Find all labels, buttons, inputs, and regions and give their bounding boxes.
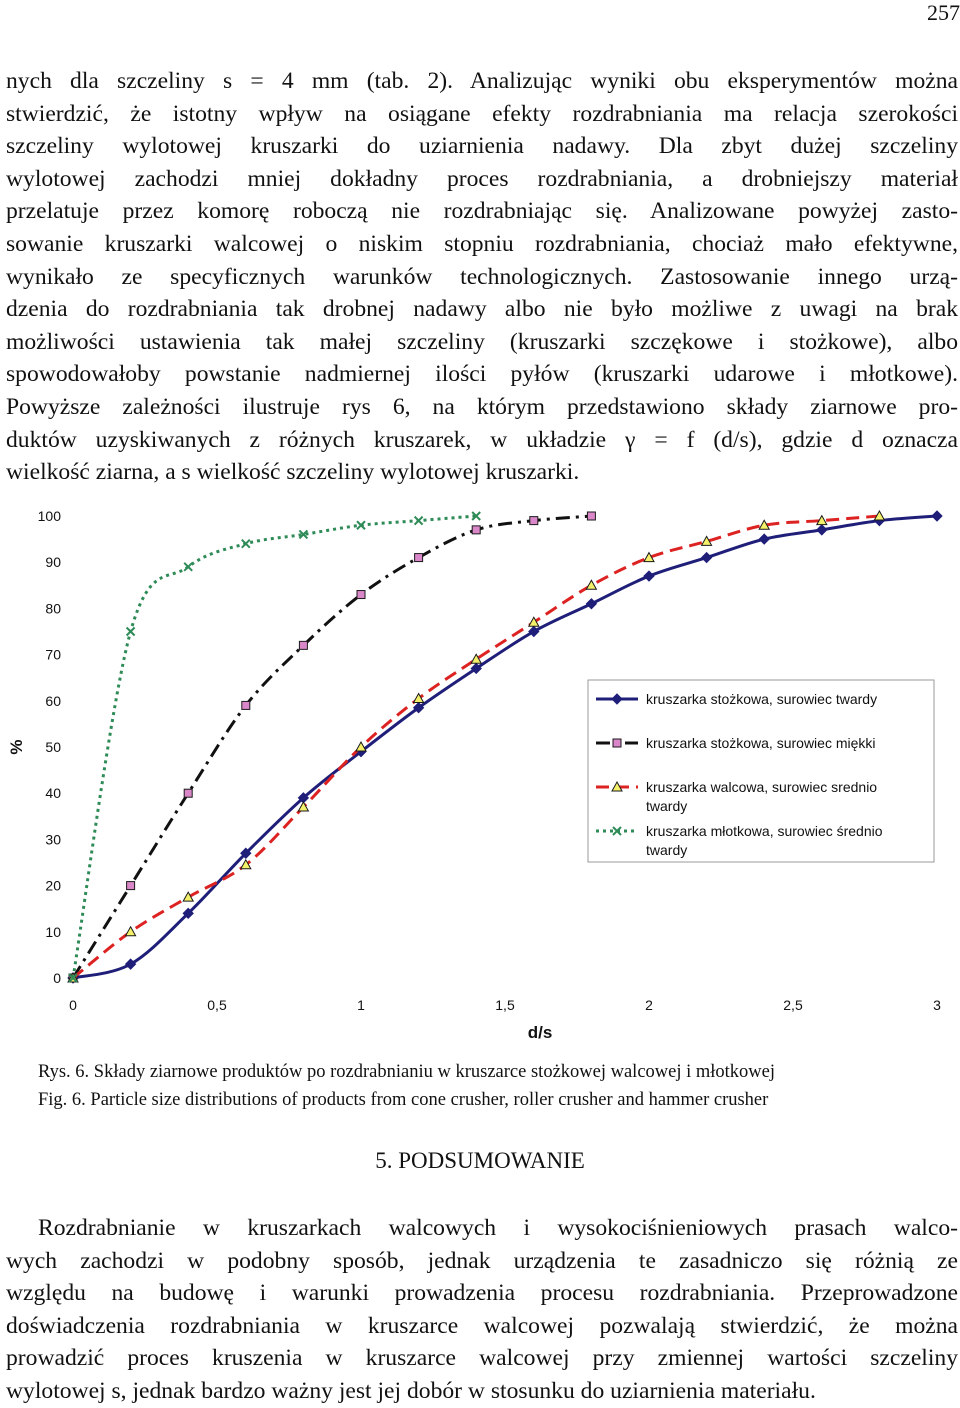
x-tick-label: 1 bbox=[357, 997, 365, 1013]
data-point bbox=[356, 742, 366, 751]
y-tick-label: 40 bbox=[45, 785, 61, 802]
data-point bbox=[586, 599, 596, 609]
text-line: nych dla szczeliny s = 4 mm (tab. 2). Analizując wyniki obu eksperymentów można bbox=[6, 68, 958, 94]
data-point bbox=[184, 563, 192, 571]
text-line: wych zachodzi w podobny sposób, jednak urządzenia te zasadniczo się różnią ze bbox=[6, 1247, 958, 1274]
particle-size-chart bbox=[0, 498, 960, 1058]
data-point bbox=[702, 553, 712, 563]
legend-label: kruszarka walcowa, surowiec srednio bbox=[646, 779, 878, 795]
y-tick-label: 50 bbox=[45, 739, 61, 755]
body-paragraph-2 bbox=[6, 1212, 958, 1408]
y-tick-label: 20 bbox=[45, 877, 61, 894]
x-tick-label: 0,5 bbox=[207, 997, 227, 1013]
figure-caption-polish: Rys. 6. Składy ziarnowe produktów po rozdrabnianiu w kruszarce stożkowej walcowej i młotkowej bbox=[38, 1062, 776, 1082]
y-tick-label: 0 bbox=[53, 970, 61, 986]
legend-label: kruszarka stożkowa, surowiec miękki bbox=[646, 735, 876, 751]
figure-caption-english: Fig. 6. Particle size distributions of products from cone crusher, roller crusher and hammer crusher bbox=[38, 1090, 769, 1110]
y-tick-label: 60 bbox=[45, 692, 61, 709]
text-line: wylotowej zachodzi mniej dokładny proces rozdrabniania, a drobniejszy materiał bbox=[6, 165, 958, 192]
text-line: wylotowej s, jednak bardzo ważny jest jej dobór w stosunku do uziarnienia materiału. bbox=[6, 1377, 816, 1404]
data-point bbox=[242, 701, 250, 709]
legend-marker bbox=[613, 739, 621, 747]
data-point bbox=[242, 540, 250, 548]
text-line: dzenia do rozdrabniania tak drobnej nadawy albo nie było możliwe z uwagi na brak bbox=[6, 296, 958, 323]
text-line: względu na budowę i warunki prowadzenia procesu rozdrabniania. Przeprowadzone bbox=[6, 1280, 958, 1307]
text-line: Rozdrabnianie w kruszarkach walcowych i wysokociśnieniowych prasach walco- bbox=[38, 1215, 958, 1241]
text-line: możliwości ustawienia tak małej szczeliny (kruszarki szczękowe i stożkowe), albo bbox=[6, 328, 958, 355]
data-point bbox=[817, 525, 827, 535]
text-line: Powyższe zależności ilustruje rys 6, na którym przedstawiono składy ziarnowe pro- bbox=[6, 393, 958, 420]
text-line: przelatuje przez komorę roboczą nie rozdrabniając się. Analizowane powyżej zasto- bbox=[6, 198, 958, 225]
x-tick-label: 2,5 bbox=[783, 997, 803, 1013]
text-line: prowadzić proces kruszenia w kruszarce walcowej przy zmiennej wartości szczeliny bbox=[6, 1345, 958, 1372]
data-point bbox=[184, 789, 192, 797]
data-point bbox=[415, 554, 423, 562]
data-point bbox=[932, 511, 942, 521]
text-line: wielkość ziarna, a s wielkość szczeliny wylotowej kruszarki. bbox=[6, 459, 580, 486]
text-line: doświadczenia rozdrabniania w kruszarce walcowej pozwalają stwierdzić, że można bbox=[6, 1312, 958, 1339]
legend-label: kruszarka stożkowa, surowiec twardy bbox=[646, 691, 878, 707]
data-point bbox=[759, 534, 769, 544]
data-point bbox=[126, 927, 136, 936]
data-point bbox=[587, 512, 595, 520]
y-tick-label: 10 bbox=[45, 923, 61, 940]
data-point bbox=[530, 517, 538, 525]
page-number: 257 bbox=[927, 0, 960, 25]
data-point bbox=[644, 571, 654, 581]
legend-label: kruszarka młotkowa, surowiec średnio bbox=[646, 823, 883, 839]
y-axis-title: % bbox=[7, 739, 26, 755]
data-point bbox=[299, 641, 307, 649]
data-point bbox=[127, 628, 135, 636]
text-line: sowanie kruszarki walcowej o niskim stopniu rozdrabniania, chociaż mało efektywne, bbox=[6, 230, 958, 257]
series-line-4 bbox=[73, 516, 476, 978]
y-tick-label: 90 bbox=[45, 554, 61, 571]
y-tick-label: 100 bbox=[37, 508, 61, 524]
data-point bbox=[127, 882, 135, 890]
data-point bbox=[415, 517, 423, 525]
text-line: duktów uzyskiwanych z różnych kruszarek, w układzie γ = f (d/s), gdzie d oznacza bbox=[6, 426, 958, 453]
x-tick-label: 0 bbox=[69, 997, 77, 1013]
y-tick-label: 70 bbox=[45, 646, 61, 663]
data-point bbox=[298, 802, 308, 811]
text-line: stwierdzić, że istotny wpływ na osiągane efekty rozdrabniania ma relacja szerokości bbox=[6, 100, 958, 127]
y-tick-label: 30 bbox=[45, 831, 61, 848]
body-paragraph-1 bbox=[6, 65, 958, 489]
text-line: szczeliny wylotowej kruszarki do uziarnienia nadawy. Dla zbyt dużej szczeliny bbox=[6, 133, 958, 160]
data-point bbox=[357, 591, 365, 599]
data-point bbox=[586, 580, 596, 589]
y-tick-label: 80 bbox=[45, 600, 61, 617]
x-tick-label: 3 bbox=[933, 997, 941, 1013]
legend-label: twardy bbox=[646, 842, 688, 858]
section-heading: 5. PODSUMOWANIE bbox=[375, 1148, 585, 1173]
data-point bbox=[472, 526, 480, 534]
x-axis-title: d/s bbox=[527, 1023, 553, 1042]
text-line: spowodowałoby powstanie nadmiernej ilości pyłów (kruszarki udarowe i młotkowe). bbox=[6, 361, 958, 388]
text-line: wynikało ze specyficznych warunków technologicznych. Zastosowanie innego urzą- bbox=[6, 263, 958, 290]
x-tick-label: 1,5 bbox=[495, 997, 515, 1013]
legend-label: twardy bbox=[646, 798, 688, 814]
x-tick-label: 2 bbox=[645, 997, 653, 1013]
